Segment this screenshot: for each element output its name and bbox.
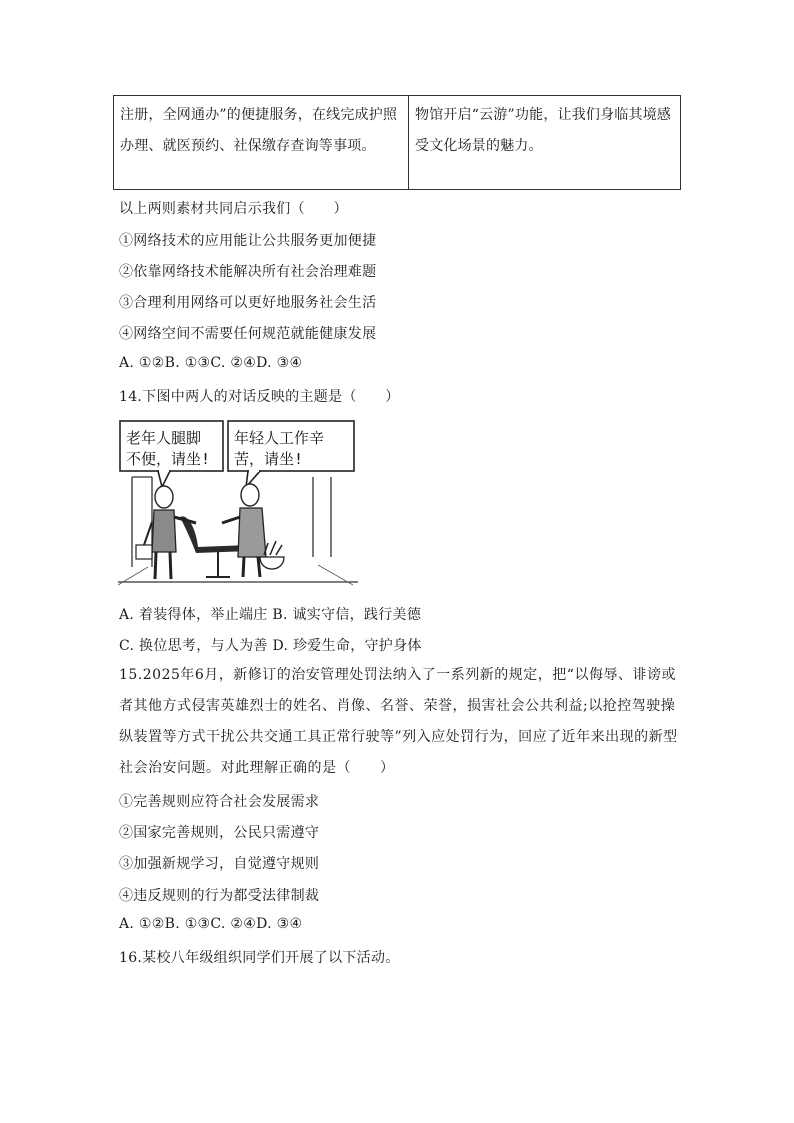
left-person [136, 486, 196, 579]
q13-option-1: ①网络技术的应用能让公共服务更加便捷 [119, 233, 377, 249]
material-right-cell: 物馆开启“云游”功能，让我们身临其境感受文化场景的魅力。 [409, 96, 681, 190]
bubble-left-line1: 老年人腿脚 [126, 429, 202, 447]
bubble-left-line2: 不便，请坐! [126, 450, 211, 468]
material-table [113, 95, 681, 190]
q13-option-3: ③合理利用网络可以更好地服务社会生活 [119, 295, 377, 311]
q14-choices-ab: A. 着装得体，举止端庄 B. 诚实守信，践行美德 [119, 607, 422, 623]
q13-stem: 以上两则素材共同启示我们（ ） [119, 201, 348, 217]
q15-option-4: ④违反规则的行为都受法律制裁 [119, 888, 320, 904]
q13-option-4: ④网络空间不需要任何规范就能健康发展 [119, 326, 377, 342]
q15-option-2: ②国家完善规则，公民只需遵守 [119, 825, 320, 841]
q14-choices-cd: C. 换位思考，与人为善 D. 珍爱生命，守护身体 [119, 638, 422, 654]
bubble-right-line1: 年轻人工作辛 [234, 429, 325, 447]
q15-option-1: ①完善规则应符合社会发展需求 [119, 794, 320, 810]
material-left-cell: 注册，全网通办”的便捷服务，在线完成护照办理、就医预约、社保缴存查询等事项。 [114, 96, 409, 190]
right-person [222, 484, 284, 577]
q13-option-2: ②依靠网络技术能解决所有社会治理难题 [119, 264, 377, 280]
bubble-right-line2: 苦，请坐! [234, 450, 304, 468]
q15-choices: A. ①②B. ①③C. ②④D. ③④ [119, 916, 303, 932]
q15-option-3: ③加强新规学习，自觉遵守规则 [119, 856, 320, 872]
q14-stem: 14.下图中两人的对话反映的主题是（ ） [119, 389, 400, 405]
q13-choices: A. ①②B. ①③C. ②④D. ③④ [119, 355, 303, 371]
cartoon-illustration [118, 417, 358, 587]
q15-stem: 15.2025年6月，新修订的治安管理处罚法纳入了一系列新的规定，把“以侮辱、诽谤或者其他方式侵害英雄烈士的姓名、肖像、名誉、荣誉，损害社会公共利益;以抢控驾驶操纵装置等方式干扰公共交通工具正常行驶等”列入应处罚行为，回应了近年来出现的新型社会治安问题。对此理解正确的是（ ） [119, 667, 678, 776]
cartoon-svg [118, 417, 358, 587]
q16-stem: 16.某校八年级组织同学们开展了以下活动。 [119, 950, 400, 966]
